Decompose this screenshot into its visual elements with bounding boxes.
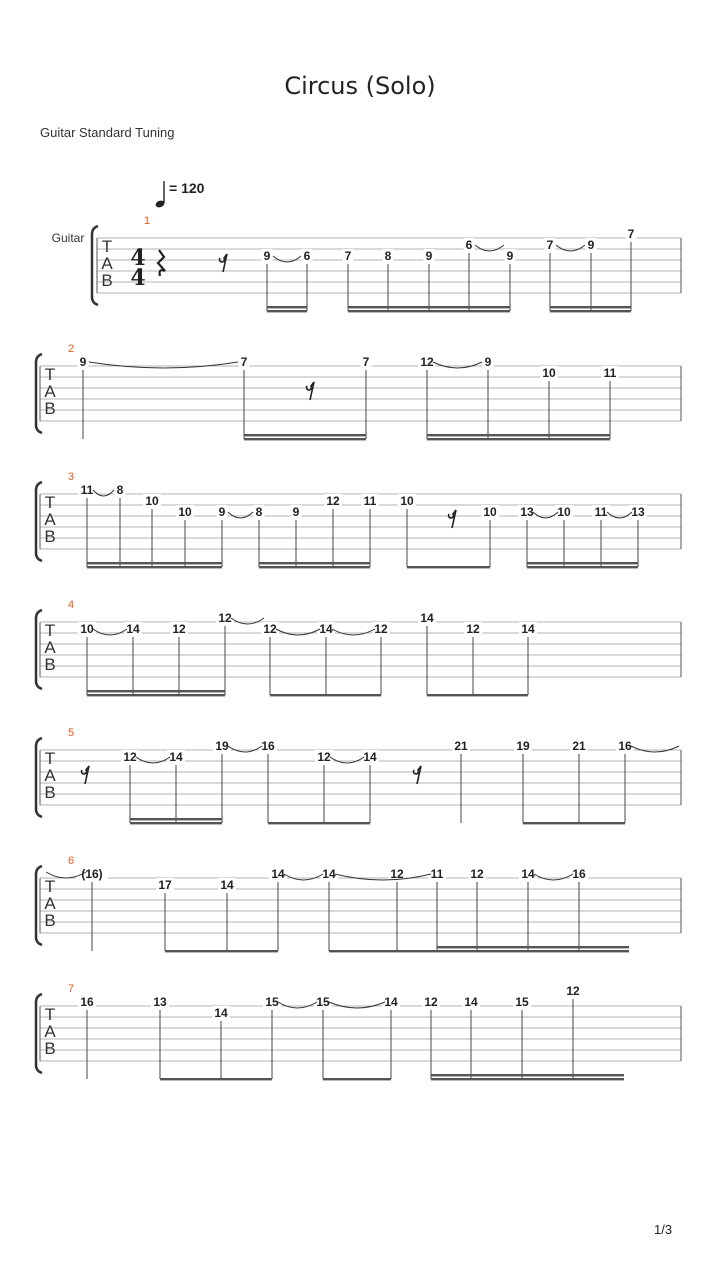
tab-system-6 bbox=[36, 855, 681, 952]
sixteenth-rest bbox=[220, 254, 228, 272]
fret-number: 14 bbox=[319, 622, 333, 636]
tie-arc bbox=[475, 245, 504, 251]
beam bbox=[130, 818, 222, 820]
beam bbox=[259, 562, 370, 564]
beam bbox=[437, 946, 629, 948]
measure-number: 3 bbox=[67, 471, 75, 483]
fret-number: 8 bbox=[255, 505, 263, 519]
fret-number: 9 bbox=[218, 505, 226, 519]
tie-arc bbox=[231, 618, 264, 624]
fret-number: 12 bbox=[123, 750, 137, 764]
fret-number: 9 bbox=[292, 505, 300, 519]
beam bbox=[87, 690, 225, 692]
fret-number: 13 bbox=[153, 995, 167, 1009]
tuning-label: Guitar Standard Tuning bbox=[40, 125, 175, 140]
fret-number: 10 bbox=[400, 494, 414, 508]
tab-system-7 bbox=[36, 983, 681, 1080]
beam bbox=[527, 562, 638, 564]
fret-number: 12 bbox=[390, 867, 404, 881]
tie-arc bbox=[273, 256, 301, 262]
beam bbox=[550, 306, 631, 308]
fret-number: 8 bbox=[116, 483, 124, 497]
beam bbox=[160, 1078, 272, 1080]
tab-clef-letter: A bbox=[44, 638, 56, 657]
tab-clef-letter: A bbox=[44, 766, 56, 785]
fret-number: 8 bbox=[384, 249, 392, 263]
tab-clef-letter: B bbox=[44, 399, 56, 418]
sixteenth-rest bbox=[307, 382, 315, 400]
tab-clef-letter: T bbox=[44, 493, 56, 512]
fret-number: 10 bbox=[542, 366, 556, 380]
fret-number: 12 bbox=[420, 355, 434, 369]
fret-number: 9 bbox=[484, 355, 492, 369]
tie-arc bbox=[433, 362, 482, 368]
tie-arc bbox=[329, 1002, 385, 1008]
fret-number: 10 bbox=[483, 505, 497, 519]
fret-number: 16 bbox=[261, 739, 275, 753]
fret-number: 10 bbox=[178, 505, 192, 519]
beam bbox=[437, 950, 629, 952]
fret-number: 10 bbox=[145, 494, 159, 508]
sixteenth-rest bbox=[414, 766, 422, 784]
tab-clef-letter: B bbox=[44, 783, 56, 802]
fret-number: 14 bbox=[363, 750, 377, 764]
tab-clef-letter: T bbox=[44, 1005, 56, 1024]
tab-system-1 bbox=[52, 180, 681, 312]
fret-number: 14 bbox=[220, 878, 234, 892]
beam bbox=[527, 566, 638, 568]
tie-arc bbox=[284, 874, 323, 880]
fret-number: 16 bbox=[80, 995, 94, 1009]
score-title: Circus (Solo) bbox=[284, 72, 436, 100]
fret-number: 21 bbox=[454, 739, 468, 753]
beam bbox=[323, 1078, 391, 1080]
fret-number: 14 bbox=[384, 995, 398, 1009]
beam bbox=[329, 950, 437, 952]
tab-clef-letter: T bbox=[101, 237, 113, 256]
tab-system-3 bbox=[36, 471, 681, 568]
beam bbox=[165, 950, 278, 952]
tab-clef-letter: A bbox=[44, 894, 56, 913]
sixteenth-rest bbox=[449, 510, 457, 528]
tab-clef-letter: B bbox=[44, 655, 56, 674]
beam bbox=[267, 310, 307, 312]
beam bbox=[87, 562, 222, 564]
fret-number: 7 bbox=[344, 249, 352, 263]
beam bbox=[268, 822, 370, 824]
beam bbox=[431, 1078, 624, 1080]
fret-number: 12 bbox=[317, 750, 331, 764]
tempo-text: = 120 bbox=[169, 180, 205, 196]
fret-number: 10 bbox=[80, 622, 94, 636]
beam bbox=[267, 306, 307, 308]
tab-clef-letter: A bbox=[44, 510, 56, 529]
fret-number: 21 bbox=[572, 739, 586, 753]
fret-number: 14 bbox=[521, 867, 535, 881]
tab-clef-letter: A bbox=[44, 382, 56, 401]
fret-number: 16 bbox=[618, 739, 632, 753]
tab-clef-letter: B bbox=[44, 527, 56, 546]
fret-number: 12 bbox=[424, 995, 438, 1009]
beam bbox=[87, 566, 222, 568]
fret-number: 7 bbox=[240, 355, 248, 369]
fret-number: 11 bbox=[603, 366, 617, 380]
tie-arc bbox=[93, 629, 127, 635]
measure-number: 6 bbox=[67, 855, 75, 867]
fret-number: 11 bbox=[363, 494, 377, 508]
tab-system-5 bbox=[36, 727, 681, 824]
tie-arc bbox=[89, 362, 238, 368]
fret-number: 14 bbox=[322, 867, 336, 881]
tie-arc bbox=[93, 490, 114, 496]
fret-number: 7 bbox=[362, 355, 370, 369]
tie-arc bbox=[556, 245, 585, 251]
fret-number: 12 bbox=[470, 867, 484, 881]
fret-number: 9 bbox=[79, 355, 87, 369]
fret-number: 17 bbox=[158, 878, 172, 892]
beam bbox=[407, 566, 490, 568]
fret-number: 12 bbox=[466, 622, 480, 636]
fret-number: 15 bbox=[265, 995, 279, 1009]
fret-number: 7 bbox=[546, 238, 554, 252]
measure-number: 1 bbox=[143, 215, 151, 227]
fret-number: 14 bbox=[521, 622, 535, 636]
fret-number: 14 bbox=[126, 622, 140, 636]
tab-clef-letter: T bbox=[44, 749, 56, 768]
tab-clef-letter: T bbox=[44, 877, 56, 896]
fret-number: 12 bbox=[326, 494, 340, 508]
fret-number: 7 bbox=[627, 227, 635, 241]
fret-number: 14 bbox=[214, 1006, 228, 1020]
quarter-rest bbox=[158, 250, 165, 276]
fret-number: 14 bbox=[464, 995, 478, 1009]
fret-number: 12 bbox=[566, 984, 580, 998]
tab-clef-letter: B bbox=[101, 271, 113, 290]
measure-number: 5 bbox=[67, 727, 75, 739]
tie-arc bbox=[607, 512, 632, 518]
fret-number: 6 bbox=[303, 249, 311, 263]
fret-number: 14 bbox=[420, 611, 434, 625]
beam bbox=[244, 438, 366, 440]
tie-arc bbox=[335, 874, 431, 880]
tab-clef-letter: A bbox=[44, 1022, 56, 1041]
beam bbox=[427, 694, 528, 696]
measure-number: 7 bbox=[67, 983, 75, 995]
fret-number: 11 bbox=[80, 483, 94, 497]
fret-number: 19 bbox=[516, 739, 530, 753]
tab-system-2 bbox=[36, 343, 681, 440]
tab-clef-letter: B bbox=[44, 1039, 56, 1058]
fret-number: 10 bbox=[557, 505, 571, 519]
tie-arc bbox=[136, 757, 170, 763]
tie-arc bbox=[534, 874, 573, 880]
fret-number: 12 bbox=[218, 611, 232, 625]
fret-number: 9 bbox=[587, 238, 595, 252]
fret-number: 9 bbox=[263, 249, 271, 263]
fret-number: 14 bbox=[169, 750, 183, 764]
tie-arc bbox=[332, 629, 375, 635]
time-signature-top: 4 bbox=[130, 245, 146, 271]
fret-number: 13 bbox=[520, 505, 534, 519]
tie-arc bbox=[330, 757, 364, 763]
tie-arc bbox=[228, 746, 262, 752]
tab-clef-letter: T bbox=[44, 365, 56, 384]
tab-clef-letter: B bbox=[44, 911, 56, 930]
fret-number: 12 bbox=[374, 622, 388, 636]
beam bbox=[348, 310, 510, 312]
page-number: 1/3 bbox=[654, 1222, 673, 1237]
beam bbox=[427, 438, 610, 440]
fret-number: 15 bbox=[316, 995, 330, 1009]
instrument-name: Guitar bbox=[51, 231, 85, 245]
fret-number: 12 bbox=[172, 622, 186, 636]
tie-arc bbox=[276, 629, 320, 635]
sixteenth-rest bbox=[82, 766, 90, 784]
beam bbox=[348, 306, 510, 308]
tie-arc bbox=[533, 512, 558, 518]
tie-arc bbox=[278, 1002, 317, 1008]
measure-number: 4 bbox=[67, 599, 75, 611]
fret-number: 11 bbox=[430, 867, 444, 881]
beam bbox=[550, 310, 631, 312]
tie-arc bbox=[631, 746, 679, 752]
fret-number: (16) bbox=[81, 867, 103, 881]
beam bbox=[130, 822, 222, 824]
fret-number: 11 bbox=[594, 505, 608, 519]
fret-number: 13 bbox=[631, 505, 645, 519]
tie-arc bbox=[228, 512, 253, 518]
beam bbox=[259, 566, 370, 568]
tab-system-4 bbox=[36, 599, 681, 696]
beam bbox=[326, 694, 381, 696]
measure-number: 2 bbox=[67, 343, 75, 355]
time-signature-bottom: 4 bbox=[130, 265, 146, 291]
beam bbox=[523, 822, 625, 824]
fret-number: 9 bbox=[506, 249, 514, 263]
fret-number: 14 bbox=[271, 867, 285, 881]
fret-number: 16 bbox=[572, 867, 586, 881]
beam bbox=[270, 694, 326, 696]
beam bbox=[87, 694, 225, 696]
fret-number: 9 bbox=[425, 249, 433, 263]
fret-number: 6 bbox=[465, 238, 473, 252]
beam bbox=[244, 434, 366, 436]
tab-clef-letter: T bbox=[44, 621, 56, 640]
fret-number: 12 bbox=[263, 622, 277, 636]
beam bbox=[427, 434, 610, 436]
fret-number: 15 bbox=[515, 995, 529, 1009]
beam bbox=[431, 1074, 624, 1076]
fret-number: 19 bbox=[215, 739, 229, 753]
tab-clef-letter: A bbox=[101, 254, 113, 273]
